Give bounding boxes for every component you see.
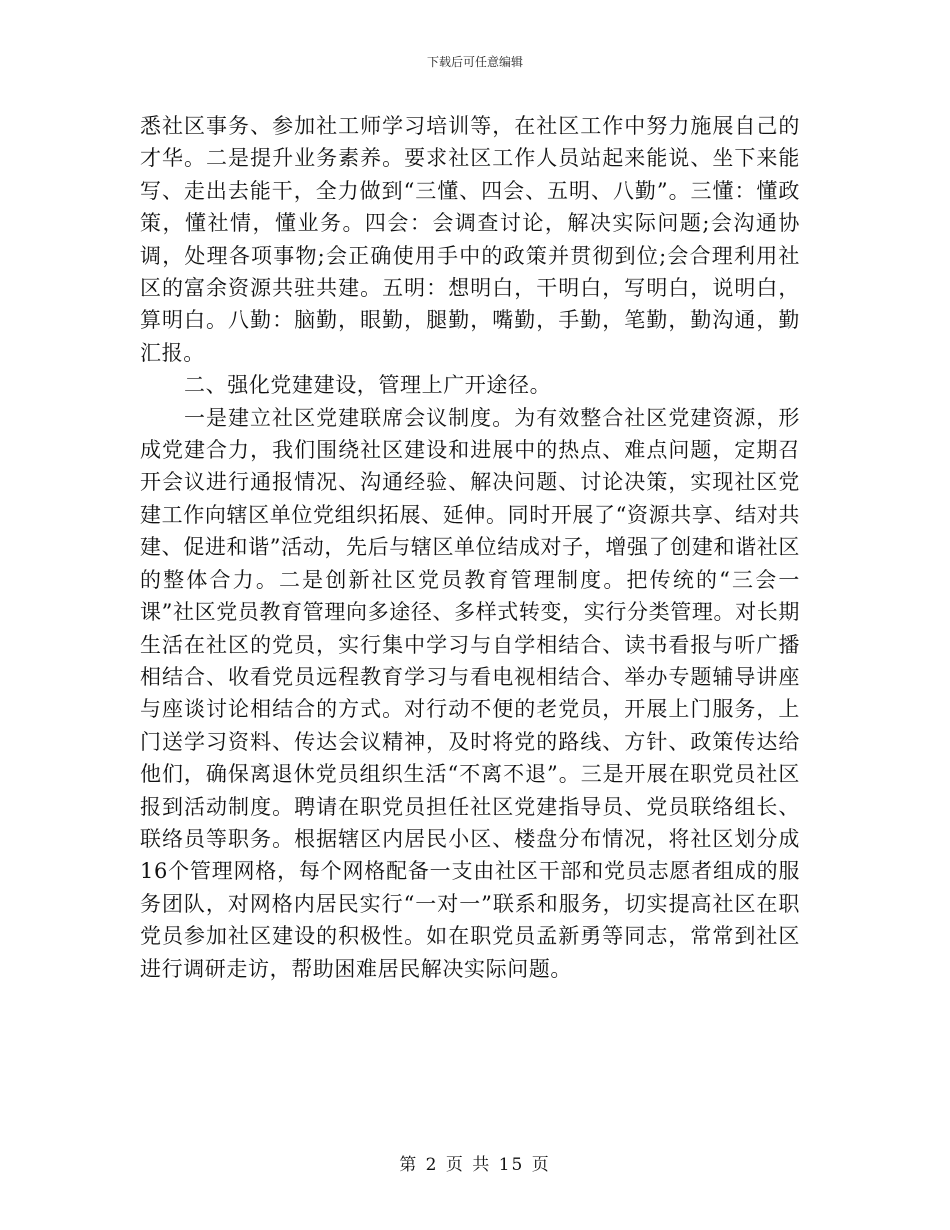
page-number-footer: 第 2 页 共 15 页 <box>399 1155 551 1175</box>
paragraph-continued: 悉社区事务、参加社工师学习培训等，在社区工作中努力施展自己的才华。二是提升业务素养。要求社区工作人员站起来能说、坐下来能写、走出去能干，全力做到“三懂、四会、五明、八勤”。三懂：懂政策，懂社情，懂业务。四会：会调查讨论，解决实际问题;会沟通协调，处理各项事物;会正确使用手中的政策并贯彻到位;会合理利用社区的富余资源共驻共建。五明：想明白，干明白，写明白，说明白，算明白。八勤：脑勤，眼勤，腿勤，嘴勤，手勤，笔勤，勤沟通，勤汇报。 <box>140 114 800 365</box>
document-body <box>140 110 800 985</box>
paragraph-party-building: 一是建立社区党建联席会议制度。为有效整合社区党建资源，形成党建合力，我们围绕社区建设和进展中的热点、难点问题，定期召开会议进行通报情况、沟通经验、解决问题、讨论决策，实现社区党建工作向辖区单位党组织拓展、延伸。同时开展了“资源共享、结对共建、促进和谐”活动，先后与辖区单位结成对子，增强了创建和谐社区的整体合力。二是创新社区党员教育管理制度。把传统的“三会一课”社区党员教育管理向多途径、多样式转变，实行分类管理。对长期生活在社区的党员，实行集中学习与自学相结合、读书看报与听广播相结合、收看党员远程教育学习与看电视相结合、举办专题辅导讲座与座谈讨论相结合的方式。对行动不便的老党员，开展上门服务，上门送学习资料、传达会议精神，及时将党的路线、方针、政策传达给他们，确保离退休党员组织生活“不离不退”。三是开展在职党员社区报到活动制度。聘请在职党员担任社区党建指导员、党员联络组长、联络员等职务。根据辖区内居民小区、楼盘分布情况，将社区划分成16个管理网格，每个网格配备一支由社区干部和党员志愿者组成的服务团队，对网格内居民实行“一对一”联系和服务，切实提高社区在职党员参加社区建设的积极性。如在职党员孟新勇等同志，常常到社区进行调研走访，帮助困难居民解决实际问题。 <box>140 405 800 981</box>
page-header: 下载后可任意编辑 <box>426 55 523 69</box>
section-heading: 二、强化党建建设，管理上广开途径。 <box>184 373 552 398</box>
